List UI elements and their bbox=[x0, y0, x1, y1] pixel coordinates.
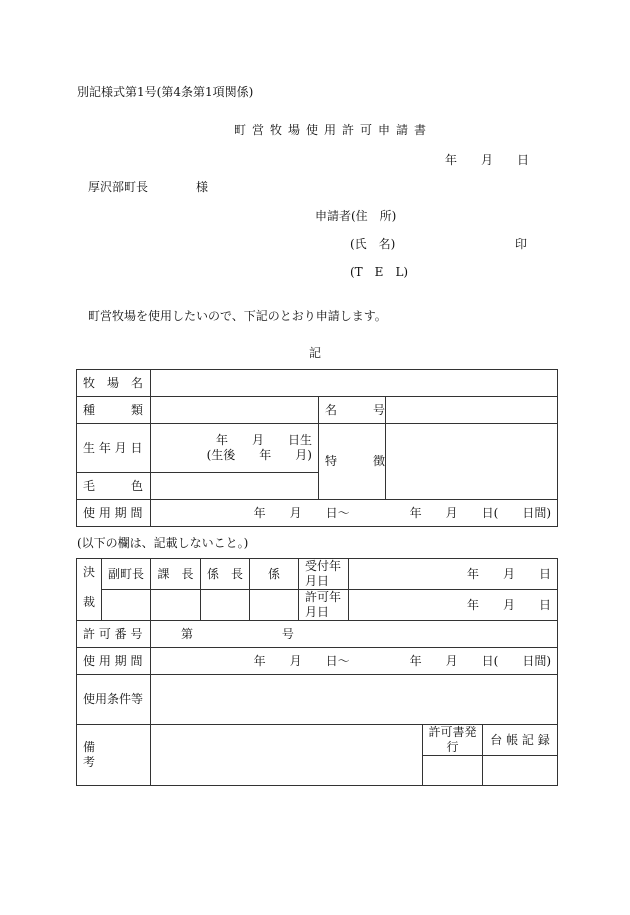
coat-color-field[interactable] bbox=[151, 473, 319, 500]
seal-mark: 印 bbox=[515, 237, 528, 251]
ledger-field[interactable] bbox=[483, 756, 558, 786]
permit-date-label: 許可年月日 bbox=[299, 590, 349, 621]
applicant-address-label: 申請者(住 所) bbox=[315, 209, 397, 223]
permit-issued-field[interactable] bbox=[423, 756, 483, 786]
permit-date-field[interactable]: 年 月 日 bbox=[349, 590, 558, 621]
ledger-label: 台 帳 記 録 bbox=[483, 725, 558, 756]
honorific: 様 bbox=[196, 180, 209, 194]
received-date-label: 受付年月日 bbox=[299, 559, 349, 590]
animal-name-field[interactable] bbox=[386, 397, 558, 424]
deputy-mayor-label: 副町長 bbox=[102, 559, 151, 590]
features-field[interactable] bbox=[386, 424, 558, 500]
conditions-label: 使用条件等 bbox=[77, 675, 151, 725]
pasture-name-field[interactable] bbox=[151, 370, 558, 397]
deputy-mayor-seal[interactable] bbox=[102, 590, 151, 621]
office-usage-period-field[interactable]: 年 月 日～ 年 月 日( 日間) bbox=[151, 648, 558, 675]
birth-date-label: 生 年 月 日 bbox=[77, 424, 151, 473]
conditions-field[interactable] bbox=[151, 675, 558, 725]
permit-number-field[interactable] bbox=[151, 621, 558, 648]
birth-date-value: 年 月 日生 bbox=[215, 433, 312, 447]
application-statement: 町営牧場を使用したいので、下記のとおり申請します。 bbox=[88, 309, 387, 323]
office-usage-period-label: 使 用 期 間 bbox=[77, 648, 151, 675]
applicant-tel-label: (T E L) bbox=[350, 265, 409, 279]
staff-label: 係 bbox=[250, 559, 299, 590]
office-use-note: (以下の欄は、記載しないこと。) bbox=[77, 536, 249, 550]
decision-label bbox=[77, 559, 102, 621]
permit-number-suffix: 号 bbox=[281, 626, 294, 641]
pasture-name-label: 牧 場 名 bbox=[77, 370, 151, 397]
coat-color-label: 毛 色 bbox=[77, 473, 151, 500]
form-title: 町営牧場使用許可申請書 bbox=[234, 123, 433, 137]
birth-date-field[interactable] bbox=[151, 424, 319, 473]
decision-char-1: 決 bbox=[82, 565, 95, 579]
section-chief-label: 課 長 bbox=[151, 559, 201, 590]
remarks-field[interactable] bbox=[151, 725, 423, 786]
form-number: 別記様式第1号(第4条第1項関係) bbox=[77, 85, 254, 99]
ki-heading: 記 bbox=[309, 346, 322, 360]
applicant-name-label: (氏 名) bbox=[350, 237, 396, 251]
office-use-table bbox=[76, 558, 558, 786]
features-label: 特 徴 bbox=[319, 424, 386, 500]
permit-number-label: 許 可 番 号 bbox=[77, 621, 151, 648]
animal-name-label: 名 号 bbox=[319, 397, 386, 424]
type-field[interactable] bbox=[151, 397, 319, 424]
permit-issued-label: 許可書発行 bbox=[423, 725, 483, 756]
remarks-label: 備 考 bbox=[77, 725, 151, 786]
permit-number-prefix: 第 bbox=[181, 626, 194, 641]
birth-age-value: (生後 年 月) bbox=[206, 448, 312, 462]
usage-period-label: 使 用 期 間 bbox=[77, 500, 151, 527]
addressee: 厚沢部町長 bbox=[88, 180, 149, 194]
received-date-field[interactable]: 年 月 日 bbox=[349, 559, 558, 590]
chief-seal[interactable] bbox=[201, 590, 250, 621]
staff-seal[interactable] bbox=[250, 590, 299, 621]
usage-period-field[interactable]: 年 月 日～ 年 月 日( 日間) bbox=[151, 500, 558, 527]
date-line: 年 月 日 bbox=[445, 153, 530, 167]
section-chief-seal[interactable] bbox=[151, 590, 201, 621]
type-label: 種 類 bbox=[77, 397, 151, 424]
application-table bbox=[76, 369, 558, 527]
chief-label: 係 長 bbox=[201, 559, 250, 590]
decision-char-2: 裁 bbox=[82, 595, 95, 609]
